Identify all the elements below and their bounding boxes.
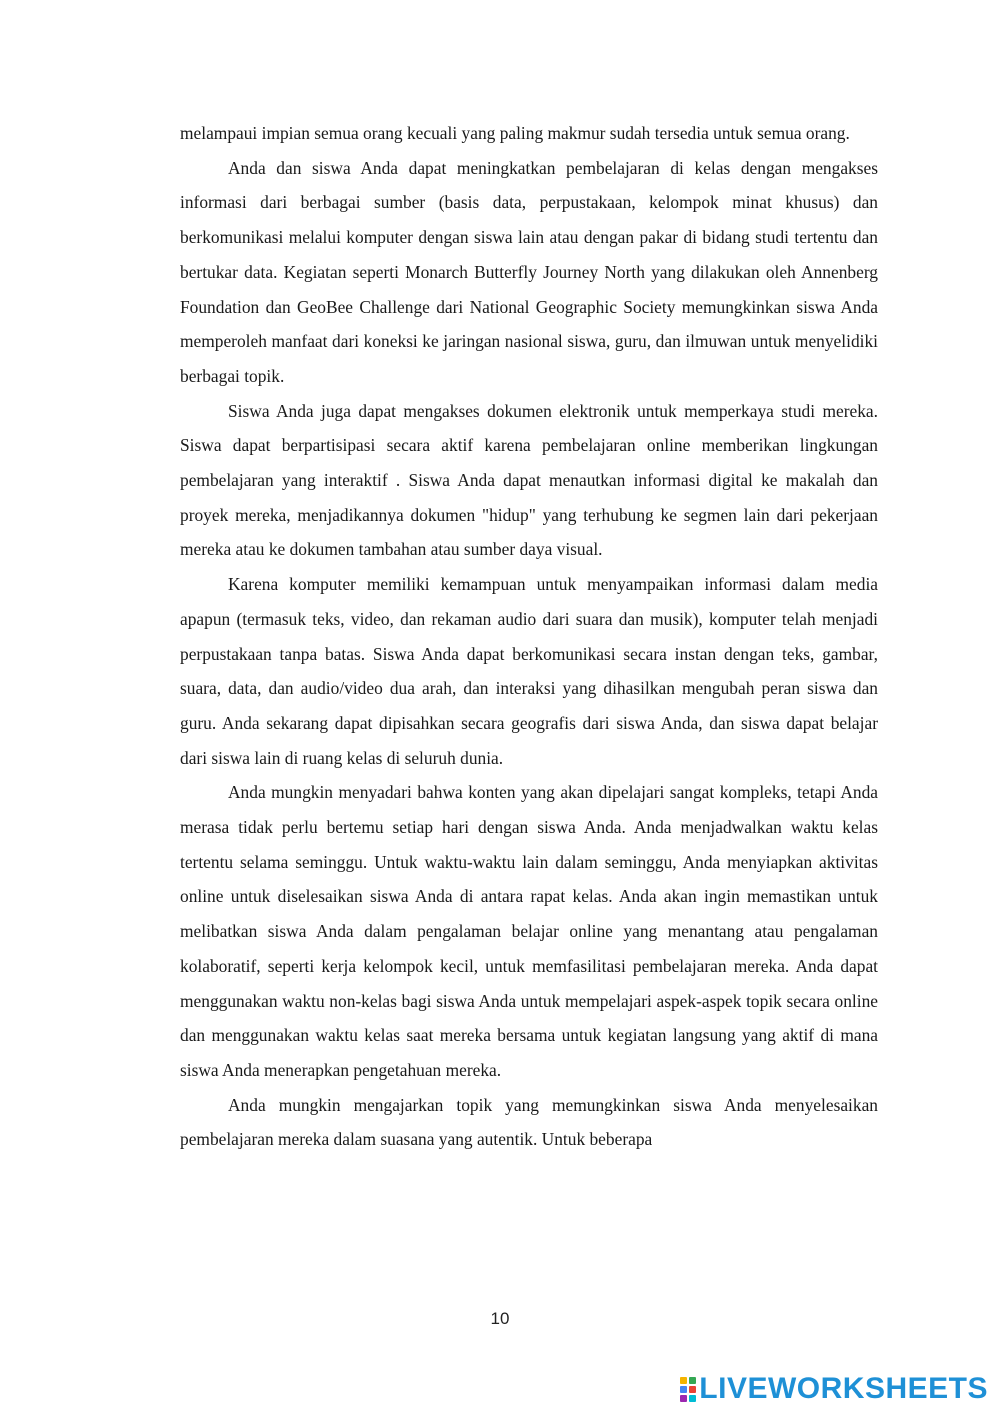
- paragraph-2: Anda dan siswa Anda dapat meningkatkan pembelajaran di kelas dengan mengakses informasi dari berbagai sumber (basis data, perpustakaan, kelompok minat khusus) dan berkomunikasi melalui komputer dengan siswa lain atau dengan pakar di bidang studi tertentu dan bertukar data. Kegiatan seperti Monarch Butterfly Journey North yang dilakukan oleh Annenberg Foundation dan GeoBee Challenge dari National Geographic Society memungkinkan siswa Anda memperoleh manfaat dari koneksi ke jaringan nasional siswa, guru, dan ilmuwan untuk menyelidiki berbagai topik.: [180, 157, 878, 386]
- logo-square: [689, 1386, 696, 1393]
- page-number: 10: [490, 1309, 510, 1328]
- paragraph-6: Anda mungkin mengajarkan topik yang memungkinkan siswa Anda menyelesaikan pembelajaran mereka dalam suasana yang autentik. Untuk beberapa: [180, 1094, 878, 1150]
- paragraph-1: melampaui impian semua orang kecuali yang paling makmur sudah tersedia untuk semua orang.: [180, 123, 850, 143]
- logo-square: [689, 1395, 696, 1402]
- liveworksheets-brand[interactable]: [680, 1372, 988, 1406]
- logo-square: [680, 1386, 687, 1393]
- paragraph-5: Anda mungkin menyadari bahwa konten yang akan dipelajari sangat kompleks, tetapi Anda merasa tidak perlu bertemu setiap hari dengan siswa Anda. Anda menjadwalkan waktu kelas tertentu selama seminggu. Untuk waktu-waktu lain dalam seminggu, Anda menyiapkan aktivitas online untuk diselesaikan siswa Anda di antara rapat kelas. Anda akan ingin memastikan untuk melibatkan siswa Anda dalam pengalaman belajar online yang menantang atau pengalaman kolaboratif, seperti kerja kelompok kecil, untuk memfasilitasi pembelajaran mereka. Anda dapat menggunakan waktu non-kelas bagi siswa Anda untuk mempelajari aspek-aspek topik secara online dan menggunakan waktu kelas saat mereka bersama untuk kegiatan langsung yang aktif di mana siswa Anda menerapkan pengetahuan mereka.: [180, 782, 878, 1080]
- document-body: [180, 116, 878, 1157]
- logo-square: [680, 1395, 687, 1402]
- paragraph-3: Siswa Anda juga dapat mengakses dokumen elektronik untuk memperkaya studi mereka. Siswa dapat berpartisipasi secara aktif karena pembelajaran online memberikan lingkungan pembelajaran yang interaktif . Siswa Anda dapat menautkan informasi digital ke makalah dan proyek mereka, menjadikannya dokumen "hidup" yang terhubung ke segmen lain dari pekerjaan mereka atau ke dokumen tambahan atau sumber daya visual.: [180, 400, 878, 560]
- paragraph-4: Karena komputer memiliki kemampuan untuk menyampaikan informasi dalam media apapun (termasuk teks, video, dan rekaman audio dari suara dan musik), komputer telah menjadi perpustakaan tanpa batas. Siswa Anda dapat berkomunikasi secara instan dengan teks, gambar, suara, data, dan audio/video dua arah, dan interaksi yang dihasilkan mengubah peran siswa dan guru. Anda sekarang dapat dipisahkan secara geografis dari siswa Anda, dan siswa dapat belajar dari siswa lain di ruang kelas di seluruh dunia.: [180, 574, 878, 768]
- liveworksheets-logo-icon: [680, 1377, 696, 1402]
- logo-square: [689, 1377, 696, 1384]
- logo-square: [680, 1377, 687, 1384]
- brand-text: LIVEWORKSHEETS: [699, 1372, 988, 1405]
